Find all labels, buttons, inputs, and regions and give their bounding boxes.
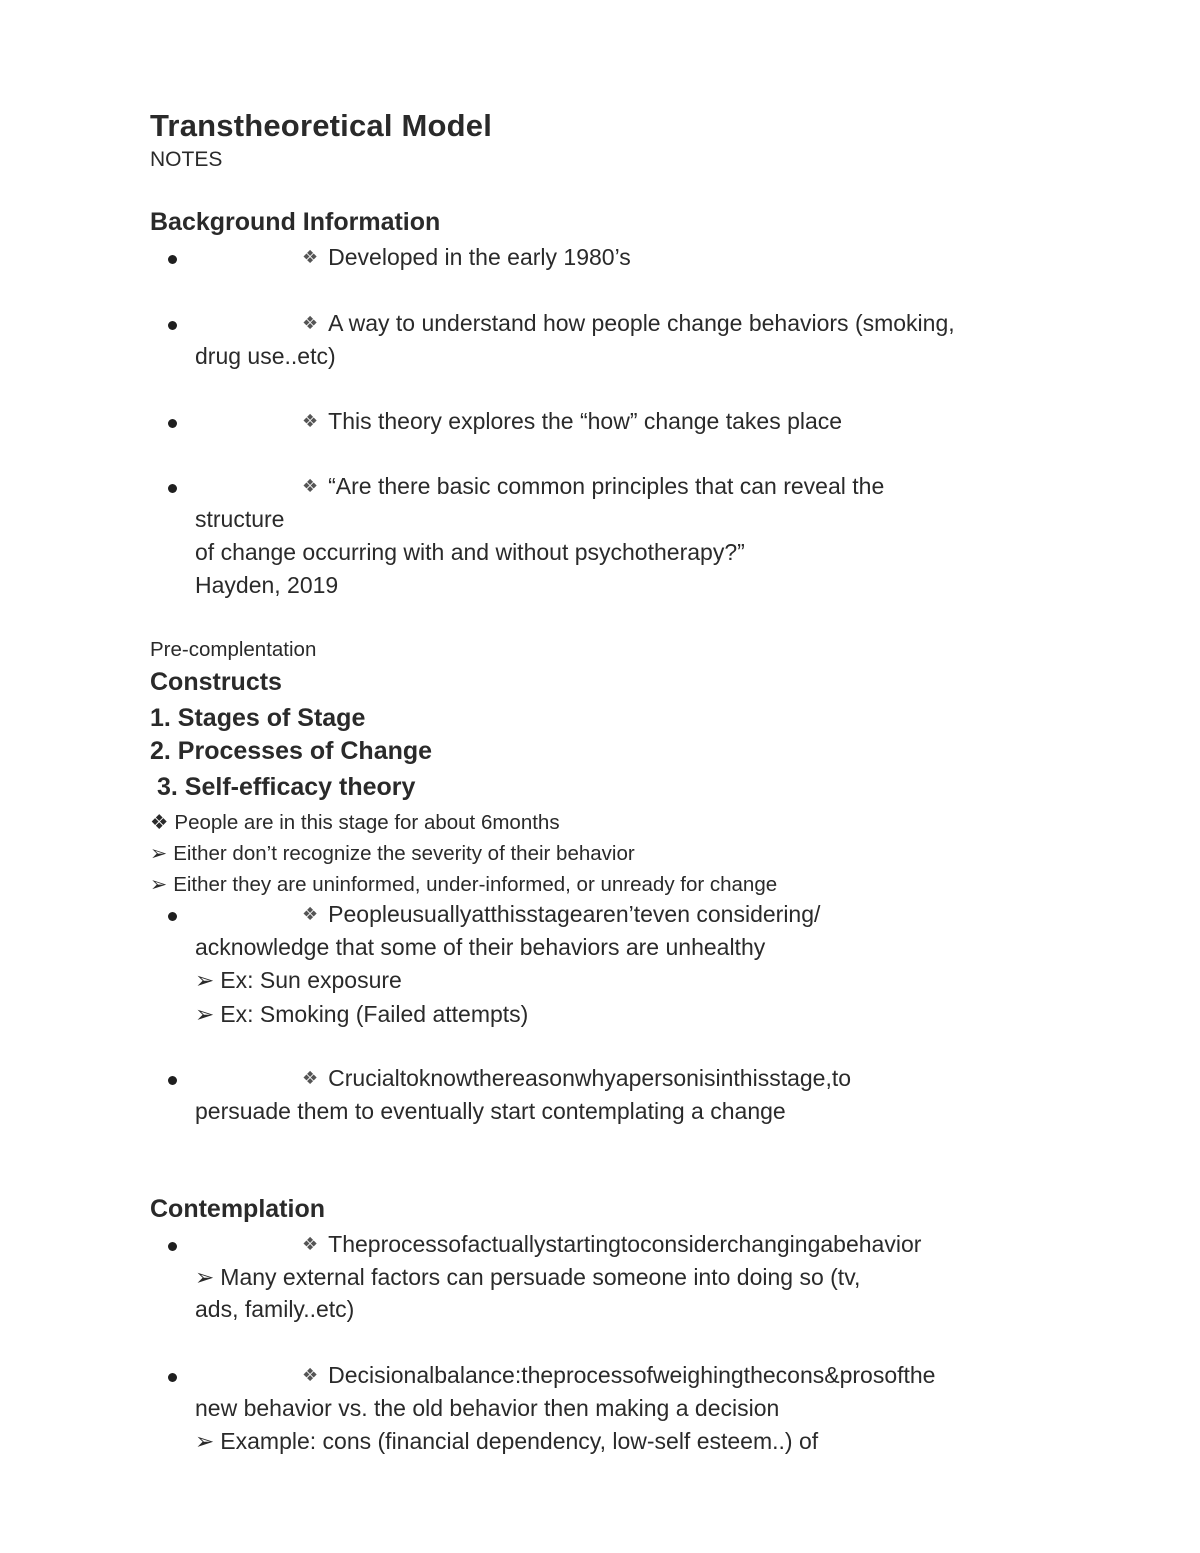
note-line: ➢ Either they are uninformed, under-informed, or unready for change: [150, 873, 778, 896]
note-line: ➢ Either don’t recognize the severity of their behavior: [150, 842, 635, 865]
list-item-continuation: ads, family..etc): [195, 1296, 355, 1322]
diamond-icon: ❖: [302, 313, 319, 333]
list-item-continuation: new behavior vs. the old behavior then making a decision: [195, 1395, 780, 1421]
example-line: ➢ Example: cons (financial dependency, low-self esteem..) of: [195, 1428, 819, 1454]
list-item: [302, 1065, 851, 1092]
diamond-icon: ❖: [302, 1365, 319, 1385]
bullet-dot: [168, 1373, 177, 1382]
list-item-text: “Are there basic common principles that can reveal the: [328, 473, 885, 499]
list-item: [302, 244, 631, 271]
diamond-icon: ❖: [302, 1068, 319, 1088]
page-title: Transtheoretical Model: [150, 108, 493, 143]
stage-label: Pre-complentation: [150, 638, 317, 661]
bullet-dot: [168, 912, 177, 921]
bullet-dot: [168, 1242, 177, 1251]
bullet-dot: [168, 1076, 177, 1085]
citation: Hayden, 2019: [195, 572, 339, 598]
bullet-dot: [168, 321, 177, 330]
arrow-icon: ➢: [195, 967, 215, 993]
diamond-icon: ❖: [302, 411, 319, 431]
list-item-continuation: drug use..etc): [195, 343, 336, 369]
list-item-continuation: structure: [195, 506, 285, 532]
arrow-icon: ➢: [195, 1428, 215, 1454]
arrow-icon: ➢: [150, 873, 168, 896]
list-item-continuation: acknowledge that some of their behaviors are unhealthy: [195, 934, 766, 960]
list-item: [302, 473, 884, 500]
arrow-icon: ➢: [195, 1264, 215, 1290]
arrow-icon: ➢: [150, 842, 168, 865]
list-item-text: This theory explores the “how” change takes place: [328, 408, 843, 434]
list-item-text: Crucialtoknowthereasonwhyapersonisinthisstage,to: [328, 1065, 852, 1091]
diamond-icon: ❖: [302, 476, 319, 496]
bullet-dot: [168, 484, 177, 493]
list-item: [302, 901, 820, 928]
diamond-icon: ❖: [302, 904, 319, 924]
list-item-text: Developed in the early 1980’s: [328, 244, 631, 270]
list-item-text: Peopleusuallyatthisstagearen’teven considering/: [328, 901, 821, 927]
page-subtitle: NOTES: [150, 148, 223, 171]
list-item: [302, 1362, 935, 1389]
section-heading-constructs: Constructs: [150, 668, 282, 696]
note-line: ❖ People are in this stage for about 6months: [150, 811, 560, 834]
bullet-dot: [168, 419, 177, 428]
list-item-continuation: of change occurring with and without psychotherapy?”: [195, 539, 745, 565]
list-item-continuation: persuade them to eventually start contemplating a change: [195, 1098, 786, 1124]
list-item: [302, 310, 955, 337]
example-line: ➢ Many external factors can persuade someone into doing so (tv,: [195, 1264, 861, 1290]
diamond-icon: ❖: [302, 247, 319, 267]
section-heading-contemplation: Contemplation: [150, 1195, 325, 1223]
example-line: ➢ Ex: Sun exposure: [195, 967, 402, 993]
construct-item: 3. Self-efficacy theory: [157, 773, 416, 801]
list-item-text: A way to understand how people change behaviors (smoking,: [328, 310, 955, 336]
arrow-icon: ➢: [195, 1001, 215, 1027]
diamond-icon: ❖: [150, 811, 169, 834]
list-item-text: Decisionalbalance:theprocessofweighingthecons&prosofthe: [328, 1362, 936, 1388]
section-heading-background: Background Information: [150, 208, 441, 236]
construct-item: 2. Processes of Change: [150, 737, 433, 765]
example-line: ➢ Ex: Smoking (Failed attempts): [195, 1001, 529, 1027]
list-item-text: Theprocessofactuallystartingtoconsiderchangingabehavior: [328, 1231, 922, 1257]
construct-item: 1. Stages of Stage: [150, 704, 366, 732]
diamond-icon: ❖: [302, 1234, 319, 1254]
bullet-dot: [168, 255, 177, 264]
list-item: [302, 408, 842, 435]
list-item: [302, 1231, 921, 1258]
